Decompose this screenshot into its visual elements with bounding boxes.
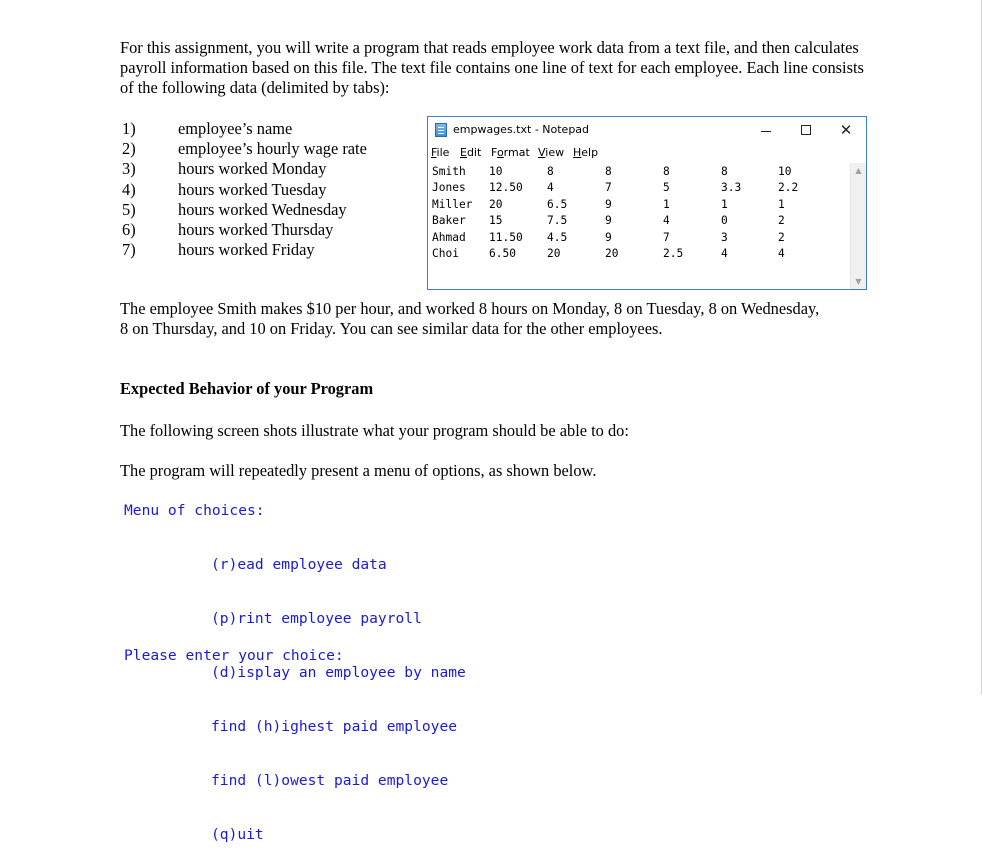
notepad-cell: 1 — [778, 197, 785, 211]
menu-paragraph: The program will repeatedly present a menu of options, as shown below. — [120, 461, 597, 480]
notepad-cell: 12.50 — [489, 181, 523, 195]
menu-format-key: o — [496, 146, 504, 159]
field-text: hours worked Friday — [178, 240, 315, 260]
field-number: 3) — [122, 159, 136, 179]
field-text: hours worked Monday — [178, 159, 327, 179]
notepad-cell: 6.50 — [489, 247, 516, 260]
field-list — [122, 119, 367, 260]
scroll-down-icon[interactable]: ▼ — [855, 277, 862, 286]
close-button[interactable] — [826, 117, 866, 143]
menu-edit[interactable] — [460, 146, 481, 159]
menu-edit-rest: dit — [466, 146, 482, 159]
field-number: 1) — [122, 119, 136, 138]
notepad-cell: 4 — [778, 247, 785, 260]
notepad-cell: 20 — [605, 247, 619, 260]
field-text: hours worked Tuesday — [178, 179, 327, 199]
field-item — [122, 200, 367, 220]
console-menu-item: (q)uit — [211, 826, 264, 843]
notepad-cell: Jones — [432, 181, 466, 195]
field-number: 4) — [122, 179, 136, 199]
menu-file[interactable] — [431, 146, 449, 159]
console-menu-item: (p)rint employee payroll — [211, 610, 422, 627]
notepad-cell: Smith — [432, 165, 466, 178]
intro-paragraph: For this assignment, you will write a program that reads employee work data from a text file, and then calculates payroll information based on this file. The text file contains one line of text for each employee. Each line consists of the following data (delimited by tabs): — [120, 38, 864, 97]
menu-file-key: F — [431, 146, 437, 159]
field-number: 2) — [122, 139, 136, 159]
notepad-cell: 10 — [778, 165, 792, 178]
menu-file-rest: ile — [436, 146, 450, 159]
console-menu-item: (d)isplay an employee by name — [211, 664, 466, 681]
field-item — [122, 139, 367, 159]
notepad-cell: 1 — [663, 197, 670, 211]
menu-view-rest: iew — [545, 146, 565, 159]
notepad-window — [427, 116, 867, 290]
notepad-cell: 9 — [605, 214, 612, 228]
notepad-cell: 8 — [663, 165, 670, 178]
section-heading: Expected Behavior of your Program — [120, 379, 374, 398]
menu-edit-key: E — [460, 146, 467, 159]
notepad-cell: 7 — [605, 181, 612, 195]
notepad-line — [428, 214, 850, 230]
notepad-titlebar[interactable] — [428, 117, 866, 143]
notepad-cell: 2 — [778, 230, 785, 244]
field-item — [122, 180, 367, 200]
notepad-cell: 8 — [547, 165, 554, 178]
notepad-cell: Ahmad — [432, 230, 466, 244]
field-item — [122, 240, 367, 260]
menu-format-rest: rmat — [503, 146, 530, 159]
notepad-cell: 4 — [721, 247, 728, 260]
notepad-cell: 6.5 — [547, 197, 568, 211]
notepad-line — [428, 181, 850, 197]
field-text: employee’s hourly wage rate — [178, 139, 367, 159]
notepad-cell: 4 — [547, 181, 554, 195]
smith-paragraph: The employee Smith makes $10 per hour, and worked 8 hours on Monday, 8 on Tuesday, 8 on Wednesday, 8 on Thursday, and 10 on Friday. You can see similar data for the other employees. — [120, 299, 820, 338]
notepad-cell: Choi — [432, 247, 459, 260]
console-menu-item: find (h)ighest paid employee — [211, 718, 458, 735]
notepad-title: empwages.txt - Notepad — [453, 123, 590, 136]
field-text: hours worked Thursday — [178, 220, 334, 240]
notepad-cell: 0 — [721, 214, 728, 228]
notepad-cell: 9 — [605, 197, 612, 211]
field-item — [122, 220, 367, 240]
field-text: hours worked Wednesday — [178, 199, 347, 219]
notepad-app-icon — [435, 123, 447, 137]
notepad-cell: 1 — [721, 197, 728, 211]
notepad-cell: 20 — [547, 247, 561, 260]
notepad-cell: 2.2 — [778, 181, 799, 195]
field-item — [122, 119, 367, 139]
menu-help[interactable] — [573, 146, 598, 159]
notepad-cell: 10 — [489, 165, 503, 178]
notepad-cell: Miller — [432, 197, 473, 211]
notepad-menubar — [428, 144, 866, 162]
notepad-cell: 15 — [489, 214, 503, 228]
field-text: employee’s name — [178, 119, 293, 138]
maximize-button[interactable] — [786, 117, 826, 143]
field-number: 6) — [122, 220, 136, 240]
menu-view[interactable] — [538, 146, 564, 159]
console-menu-item: find (l)owest paid employee — [211, 772, 449, 789]
minimize-icon — [761, 131, 771, 132]
notepad-cell: 20 — [489, 197, 503, 211]
notepad-cell: 3.3 — [721, 181, 742, 195]
notepad-cell: 7 — [663, 230, 670, 244]
notepad-cell: 8 — [721, 165, 728, 178]
notepad-cell: 11.50 — [489, 230, 523, 244]
notepad-text-area[interactable] — [428, 163, 850, 289]
notepad-cell: 2 — [778, 214, 785, 228]
menu-format-pre: F — [491, 146, 497, 159]
screenshots-paragraph: The following screen shots illustrate what your program should be able to do: — [120, 421, 629, 440]
notepad-line — [428, 198, 850, 214]
notepad-line — [428, 231, 850, 247]
notepad-cell: Baker — [432, 214, 466, 228]
menu-format[interactable] — [491, 146, 530, 159]
notepad-line — [428, 165, 850, 181]
console-menu-item: (r)ead employee data — [211, 556, 387, 573]
minimize-button[interactable] — [746, 117, 786, 143]
notepad-cell: 9 — [605, 230, 612, 244]
notepad-cell: 5 — [663, 181, 670, 195]
notepad-cell: 2.5 — [663, 247, 684, 260]
menu-help-key: H — [573, 146, 582, 159]
notepad-cell: 8 — [605, 165, 612, 178]
field-number: 5) — [122, 199, 136, 219]
field-item — [122, 159, 367, 179]
notepad-cell: 4.5 — [547, 230, 568, 244]
maximize-icon — [801, 125, 811, 135]
menu-view-key: V — [538, 146, 546, 159]
vertical-scrollbar[interactable] — [850, 163, 866, 289]
notepad-cell: 7.5 — [547, 214, 568, 228]
notepad-cell: 3 — [721, 230, 728, 244]
console-menu-header: Menu of choices: — [124, 502, 265, 519]
scroll-up-icon[interactable]: ▲ — [855, 166, 862, 175]
notepad-line — [428, 247, 850, 263]
field-number: 7) — [122, 240, 136, 260]
menu-help-rest: elp — [581, 146, 599, 159]
console-prompt: Please enter your choice: — [124, 647, 344, 664]
notepad-cell: 4 — [663, 214, 670, 228]
console-menu-items — [211, 520, 466, 862]
close-icon: ✕ — [839, 121, 853, 139]
